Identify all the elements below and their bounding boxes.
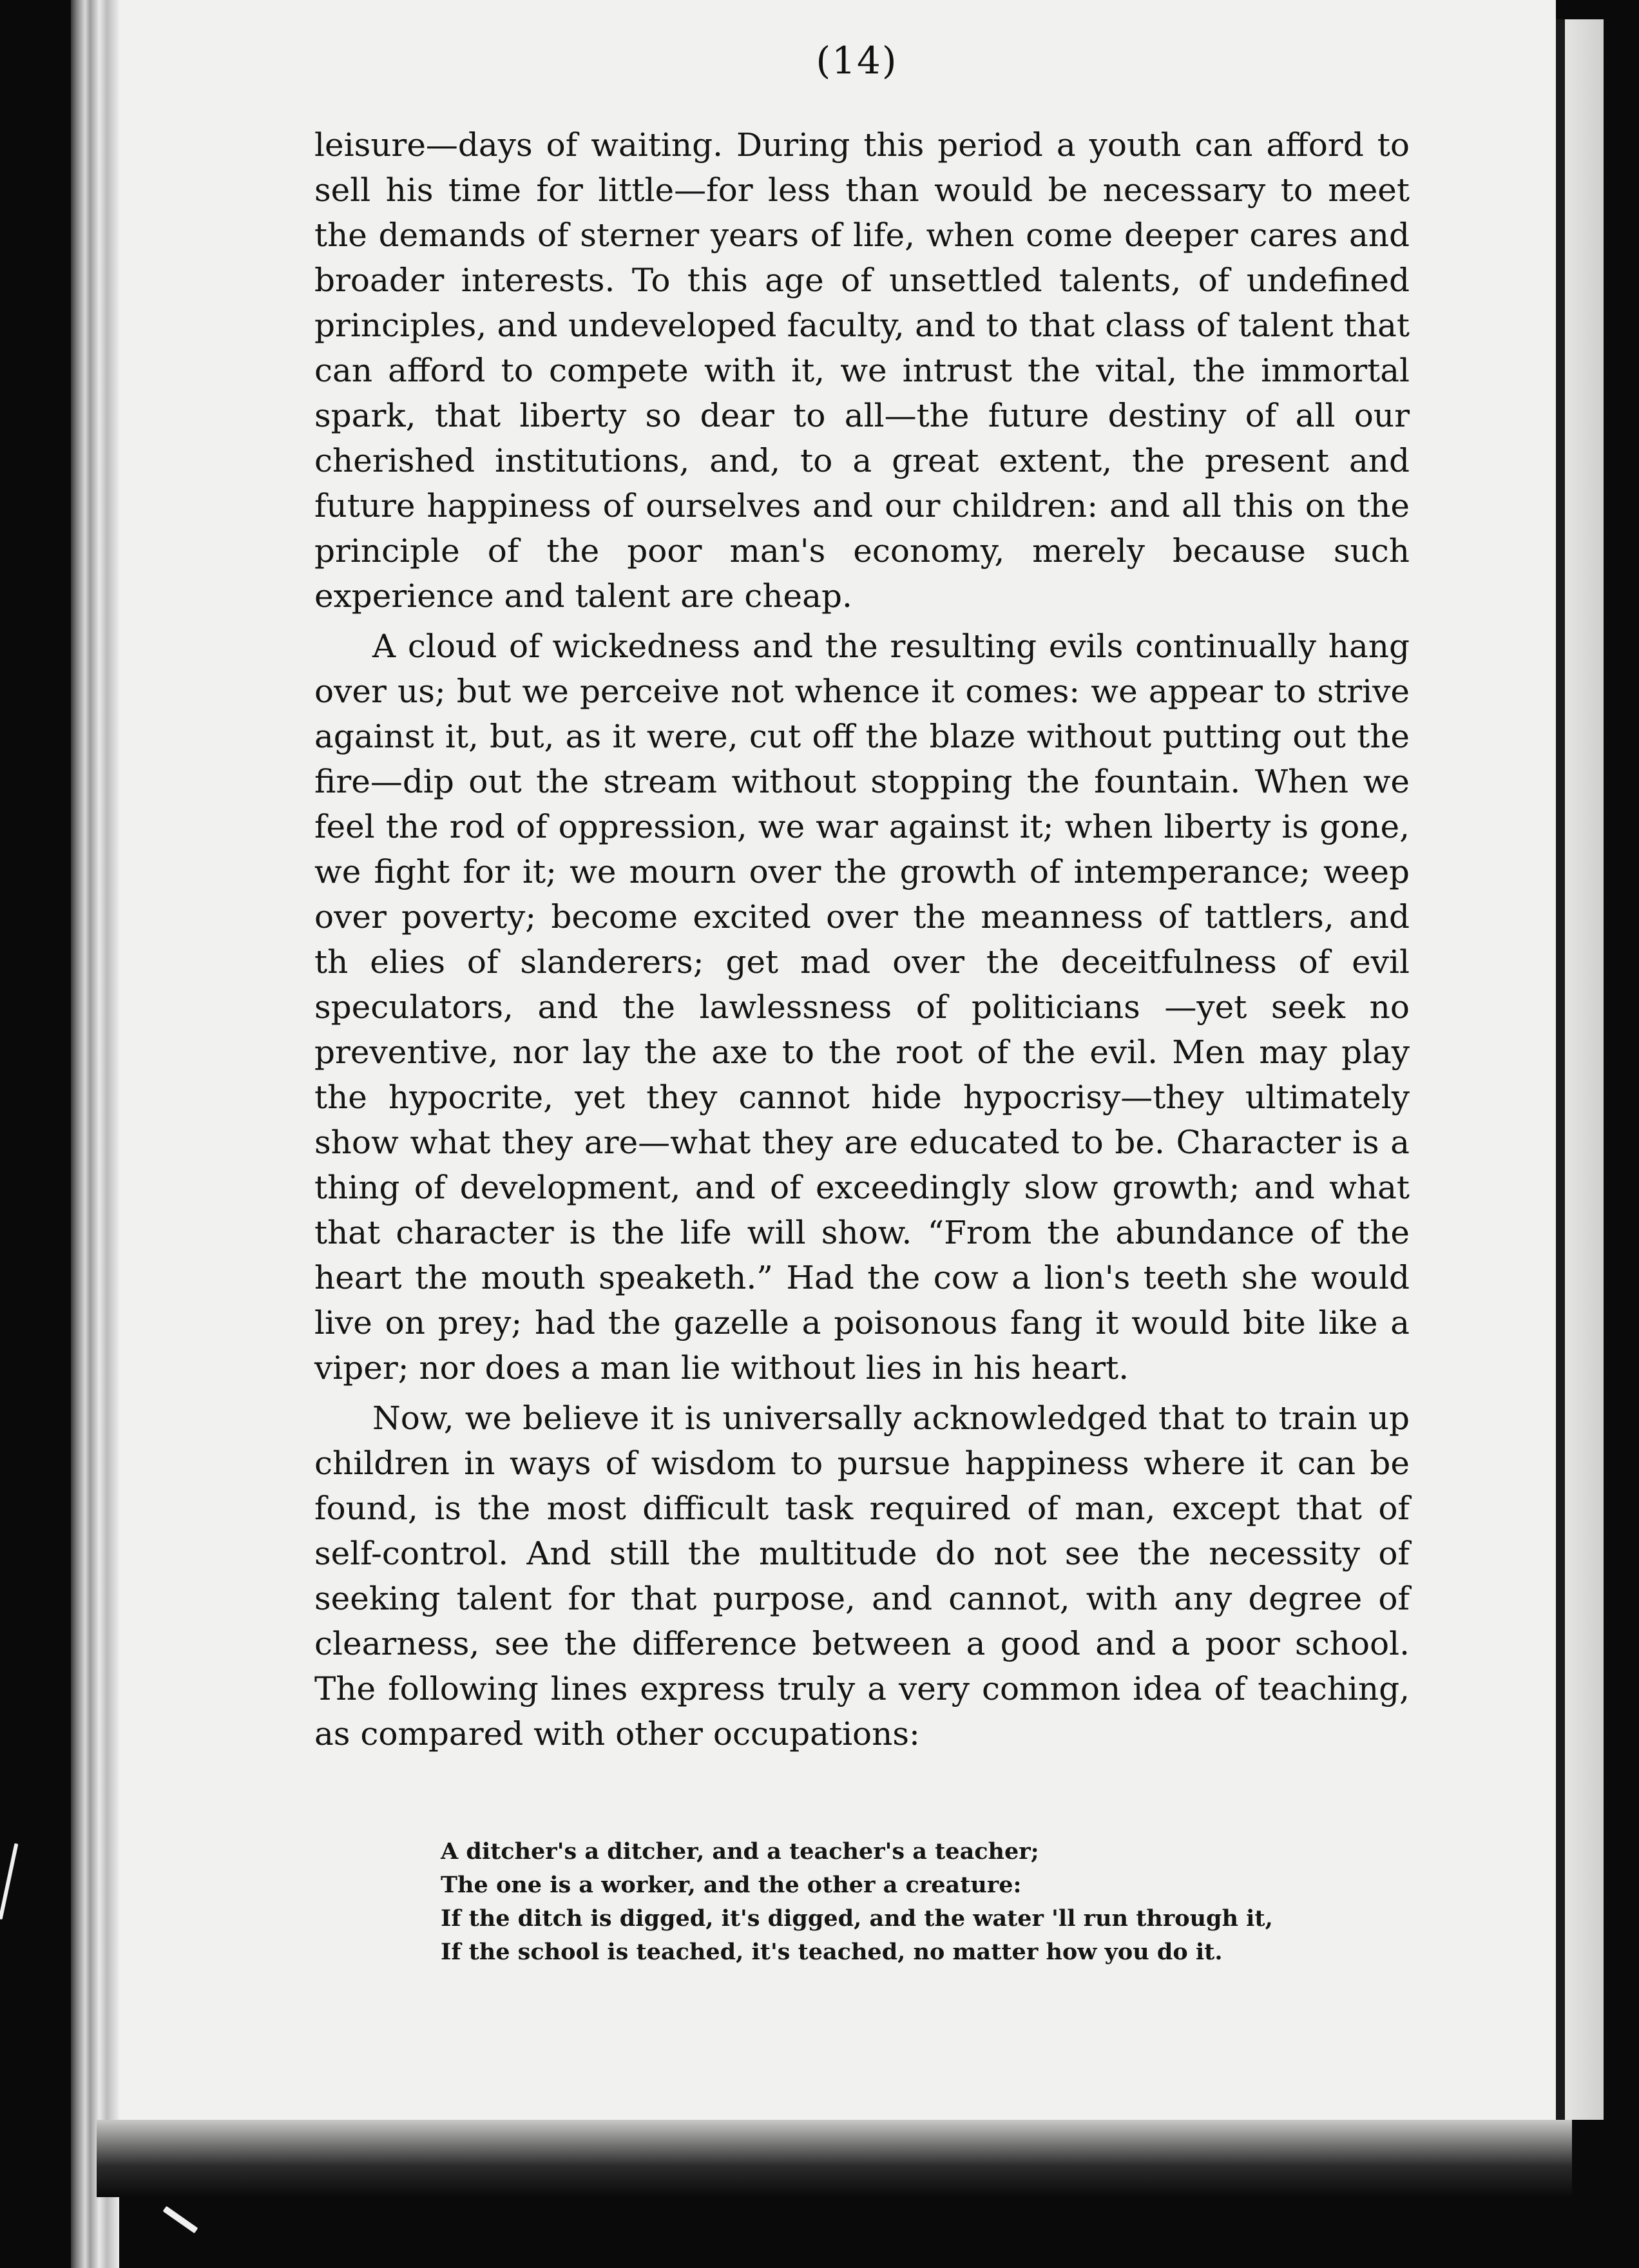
page-bottom-shadow (97, 2120, 1572, 2197)
paragraph-1: leisure—days of waiting. During this period a youth can afford to sell his time for little—for less than would be necessary to meet the demands of sterner years of life, when come deeper cares and broader interests. To this age of unsettled talents, of undefined principles, and undeveloped faculty, and to that class of talent that can afford to compete with it, we intrust the vital, the immortal spark, that liberty so dear to all—the future destiny of all our cherished institutions, and, to a great extent, the present and future happiness of ourselves and our children: and all this on the principle of the poor man's economy, merely because such experience and talent are cheap. (314, 126, 1410, 615)
body-text (314, 122, 1410, 1756)
verse-line-3: If the ditch is digged, it's digged, and the water 'll run through it, (441, 1905, 1273, 1932)
page-number: (14) (816, 39, 898, 82)
paragraph-3: Now, we believe it is universally acknowledged that to train up children in ways of wisdom to pursue happiness where it can be found, is the most difficult task required of man, except that of self-control. And still the multitude do not see the necessity of seeking talent for that purpose, and cannot, with any degree of clearness, see the difference between a good and a poor school. The following lines express truly a very common idea of teaching, as compared with other occupations: (314, 1399, 1410, 1753)
verse-block (441, 1835, 1298, 1969)
adjacent-page-strip (1565, 19, 1604, 2120)
paragraph-2: A cloud of wickedness and the resulting evils continually hang over us; but we perceive not whence it comes: we appear to strive against it, but, as it were, cut off the blaze without putting out the fire—dip out the stream without stopping the fountain. When we feel the rod of oppression, we war against it; when liberty is gone, we fight for it; we mourn over the growth of intemperance; weep over poverty; become excited over the meanness of tattlers, and th elies of slanderers; get mad over the deceitfulness of evil speculators, and the lawlessness of politicians —yet seek no preventive, nor lay the axe to the root of the evil. Men may play the hypocrite, yet they cannot hide hypocrisy—they ultimately show what they are—what they are educated to be. Character is a thing of development, and of exceedingly slow growth; and what that character is the life will show. “From the abundance of the heart the mouth speaketh.” Had the cow a lion's teeth she would live on prey; had the gazelle a poisonous fang it would bite like a viper; nor does a man lie without lies in his heart. (314, 628, 1410, 1387)
page-right-edge (1556, 19, 1565, 2120)
page-binding (71, 0, 119, 2268)
verse-line-4: If the school is teached, it's teached, no matter how you do it. (441, 1939, 1223, 1965)
verse-line-2: The one is a worker, and the other a creature: (441, 1872, 1022, 1898)
verse-line-1: A ditcher's a ditcher, and a teacher's a teacher; (441, 1838, 1039, 1865)
